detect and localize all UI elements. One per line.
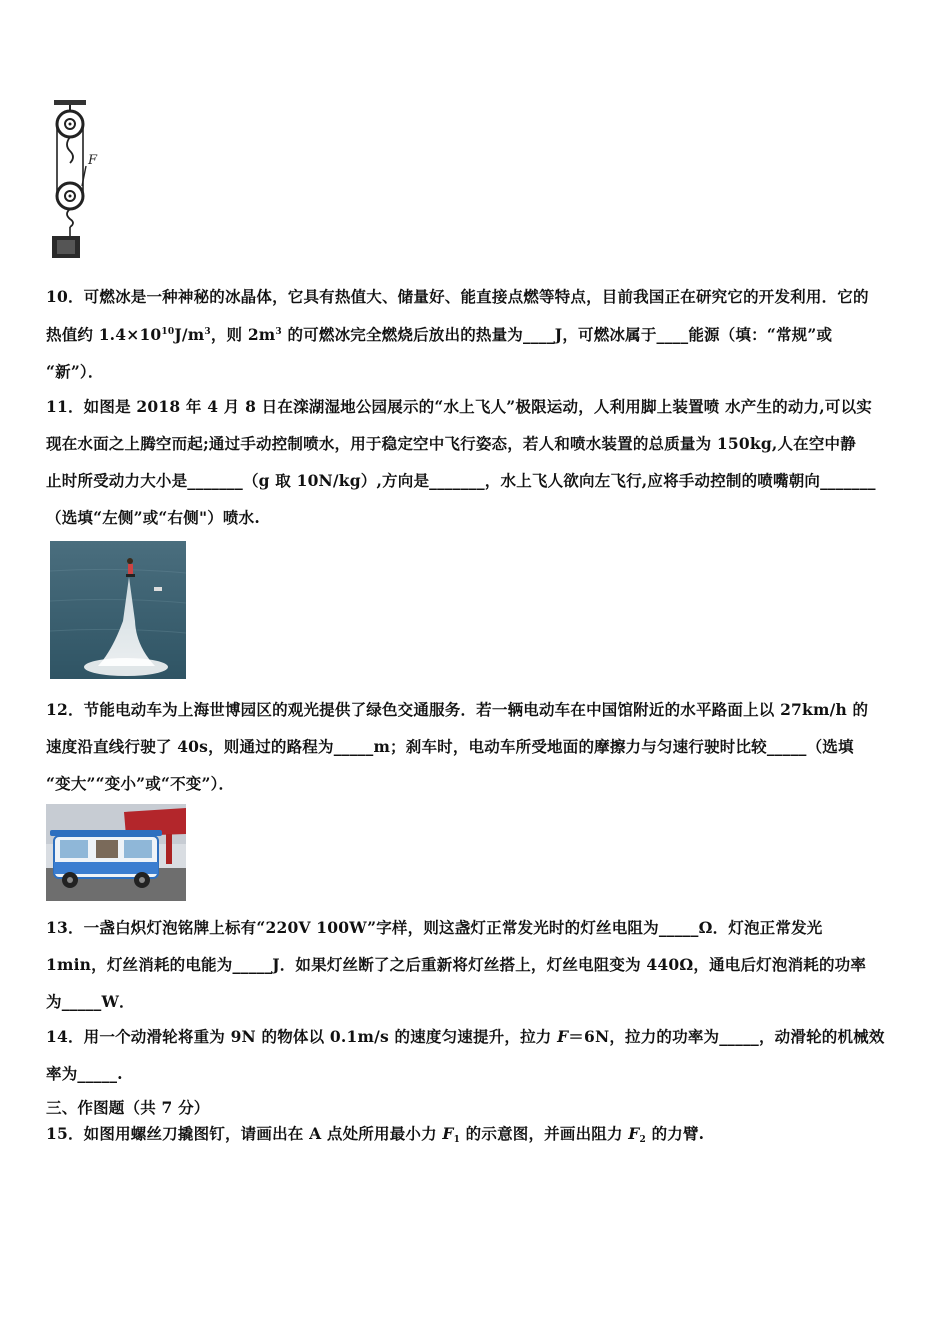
force-label-F: F [88, 153, 98, 168]
q11-line-1: 11．如图是 2018 年 4 月 8 日在滦湖湿地公园展示的“水上飞人”极限运动，人利用脚上装置喷 水产生的动力,可以实 [46, 397, 872, 416]
q10-text-d: 的可燃冰完全燃烧后放出的热量为____J，可燃冰属于____能源（填：“常规”或 [281, 325, 833, 344]
q10-text-b: J/m [174, 325, 205, 344]
q10-exponent-2: 3 [204, 327, 211, 337]
q15-f2-subscript: 2 [639, 1135, 646, 1145]
q15-line-1 [46, 1122, 704, 1144]
q10-text-c: ，则 2m [210, 325, 276, 344]
q10-text-a: 热值约 1.4×10 [46, 325, 162, 344]
q13-line-1: 13．一盏白炽灯泡铭牌上标有“220V 100W”字样，则这盏灯正常发光时的灯丝电阻为_____Ω．灯泡正常发光 [46, 918, 823, 937]
q10-exponent-1: 10 [161, 327, 175, 337]
q12-line-2: 速度沿直线行驶了 40s，则通过的路程为_____m；刹车时，电动车所受地面的摩擦力与匀速行驶时比较_____（选填 [46, 737, 854, 756]
q10-line-2 [46, 323, 832, 345]
q11-line-4: （选填“左侧”或“右侧"）喷水. [46, 508, 260, 527]
q10-exponent-3: 3 [275, 327, 282, 337]
q14-text-a: 14．用一个动滑轮将重为 9N 的物体以 0.1m/s 的速度匀速提升，拉力 [46, 1027, 558, 1046]
q13-line-3: 为_____W． [46, 992, 135, 1011]
q11-line-3: 止时所受动力大小是_______（g 取 10N/kg）,方向是_______，水上飞人欲向左飞行,应将手动控制的喷嘴朝向_______ [46, 471, 876, 490]
q14-text-b: ＝6N，拉力的功率为_____，动滑轮的机械效 [568, 1027, 885, 1046]
q15-text-a: 15．如图用螺丝刀撬图钉，请画出在 A 点处所用最小力 [46, 1124, 443, 1143]
q15-f2-symbol: F [628, 1124, 640, 1143]
q15-text-c: 的力臂. [645, 1124, 705, 1143]
ceiling-mount [54, 100, 86, 105]
q14-line-1 [46, 1025, 885, 1047]
q15-f1-symbol: F [442, 1124, 454, 1143]
water-flyer-photo [50, 541, 186, 679]
q14-force-symbol: F [557, 1027, 569, 1046]
q12-line-1: 12．节能电动车为上海世博园区的观光提供了绿色交通服务．若一辆电动车在中国馆附近的水平路面上以 27km/h 的 [46, 700, 869, 719]
pulley-system-figure [48, 98, 110, 260]
q11-line-2: 现在水面之上腾空而起;通过手动控制喷水，用于稳定空中飞行姿态，若人和喷水装置的总质量为 150kg,人在空中静 [46, 434, 856, 453]
q12-line-3: “变大”“变小”或“不变”）． [46, 774, 235, 793]
flyer-figure [127, 558, 133, 564]
q15-text-b: 的示意图，并画出阻力 [460, 1124, 629, 1143]
electric-car-photo [46, 804, 186, 901]
q15-f1-subscript: 1 [453, 1135, 461, 1145]
q14-line-2: 率为_____. [46, 1064, 123, 1083]
q10-line-1: 10．可燃冰是一种神秘的冰晶体，它具有热值大、储量好、能直接点燃等特点，目前我国正在研究它的开发利用．它的 [46, 287, 869, 306]
q10-line-3: “新”）． [46, 362, 104, 381]
section-3-heading: 三、作图题（共 7 分） [46, 1098, 210, 1117]
q13-line-2: 1min，灯丝消耗的电能为_____J．如果灯丝断了之后重新将灯丝搭上，灯丝电阻变为 440Ω，通电后灯泡消耗的功率 [46, 955, 867, 974]
